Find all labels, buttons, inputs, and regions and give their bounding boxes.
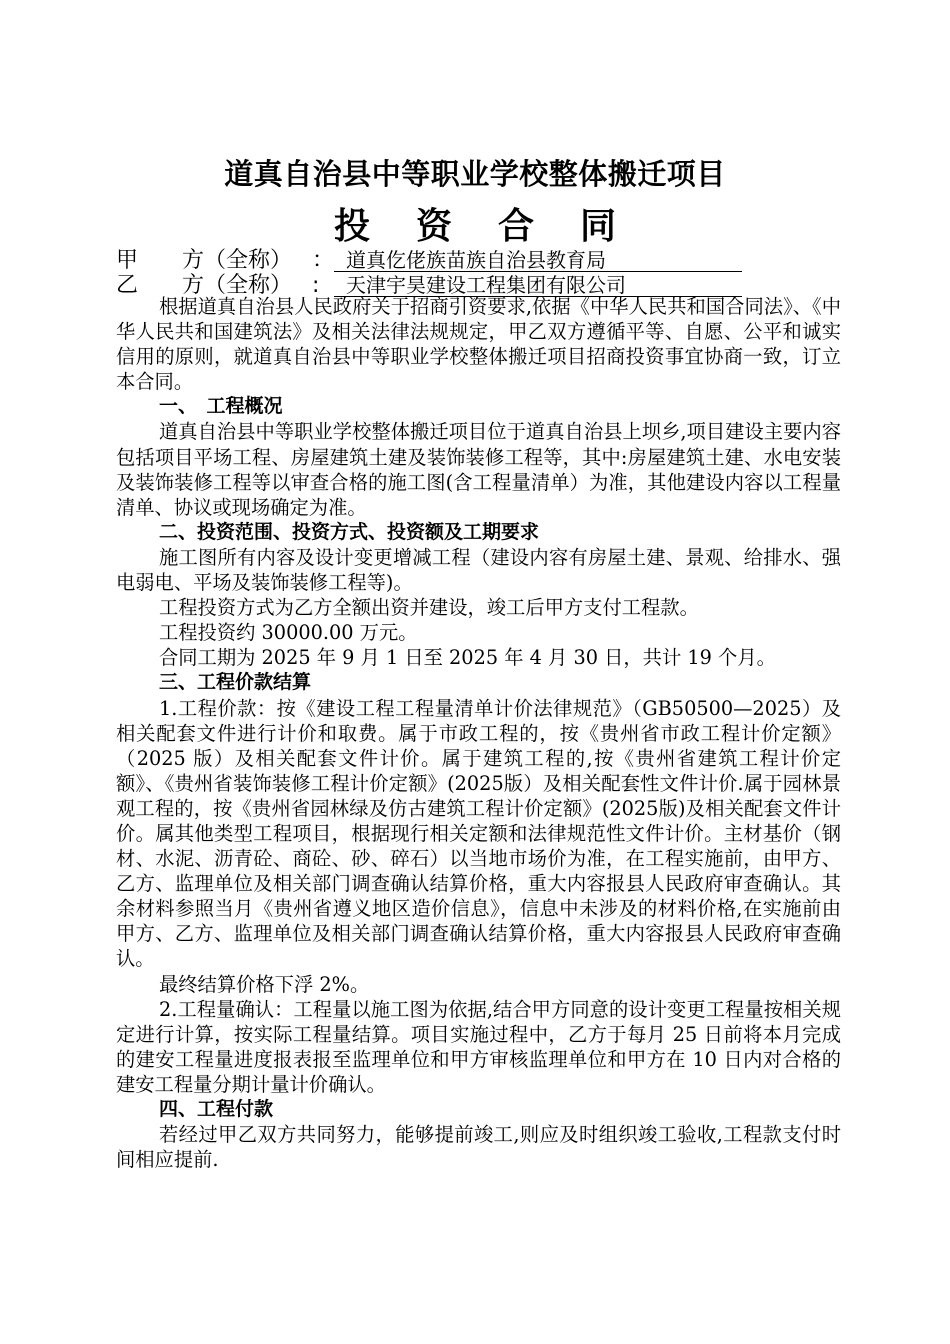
party-b-name: 天津宇昊建设工程集团有限公司 [334,274,742,297]
section-1-heading: 一、 工程概况 [159,395,283,418]
section-3-paragraph-3: 2.工程量确认：工程量以施工图为依据,结合甲方同意的设计变更工程量按相关规定进行计算，按实际工程量结算。项目实施过程中，乙方于每月 25 日前将本月完成的建安工程量进度报表报至监理单位和甲方审核监理单位和甲方在 10 日内对合格的建安工程量分期计量计价确认。 [116,997,841,1096]
section-2-paragraph-1: 施工图所有内容及设计变更增减工程（建设内容有房屋土建、景观、给排水、强电弱电、平场及装饰装修工程等)。 [116,545,841,595]
section-2-paragraph-3: 工程投资约 30000.00 万元。 [159,621,418,645]
contract-body [116,294,841,1172]
party-a-label: 甲 方（全称） [116,248,293,273]
section-2-paragraph-2: 工程投资方式为乙方全额出资并建设，竣工后甲方支付工程款。 [159,596,699,620]
section-3-paragraph-1: 1.工程价款：按《建设工程工程量清单计价法律规范》（GB50500—2025）及相关配套文件进行计价和取费。属于市政工程的，按《贵州省市政工程计价定额》（2025 版）及相关配套文件计价。属于建筑工程的,按《贵州省建筑工程计价定额》、《贵州省装饰装修工程计价定额》(2025版）及相关配套性文件计价.属于园林景观工程的，按《贵州省园林绿及仿古建筑工程计价定额》(2025版)及相关配套文件计价。属其他类型工程项目，根据现行相关定额和法律规范性文件计价。主材基价（钢材、水泥、沥青砼、商砼、砂、碎石）以当地市场价为准，在工程实施前，由甲方、乙方、监理单位及相关部门调查确认结算价格，重大内容报县人民政府审查确认。其余材料参照当月《贵州省遵义地区造价信息》，信息中未涉及的材料价格,在实施前由甲方、乙方、监理单位及相关部门调查确认结算价格，重大内容报县人民政府审查确认。 [116,696,841,971]
party-a-colon: ： [312,248,335,273]
intro-paragraph: 根据道真自治县人民政府关于招商引资要求,依据《中华人民共和国合同法》、《中华人民共和国建筑法》及相关法律法规规定，甲乙双方遵循平等、自愿、公平和诚实信用的原则，就道真自治县中等职业学校整体搬迁项目招商投资事宜协商一致，订立本合同。 [116,295,841,394]
document-title: 道真自治县中等职业学校整体搬迁项目 [224,157,726,191]
party-a-line [116,243,742,271]
party-b-line [116,268,742,296]
section-1-paragraph: 道真自治县中等职业学校整体搬迁项目位于道真自治县上坝乡,项目建设主要内容包括项目平场工程、房屋建筑土建及装饰装修工程等，其中:房屋建筑土建、水电安装及装饰装修工程等以审查合格的施工图(含工程量清单）为准，其他建设内容以工程量清单、协议或现场确定为准。 [116,420,841,519]
document-subtitle: 投资合同 [333,206,662,247]
section-4-paragraph: 若经过甲乙双方共同努力，能够提前竣工,则应及时组织竣工验收,工程款支付时间相应提前. [116,1123,841,1172]
section-4-heading: 四、工程付款 [159,1098,274,1120]
section-2-paragraph-4: 合同工期为 2025 年 9 月 1 日至 2025 年 4 月 30 日，共计 19 个月。 [159,646,776,670]
section-3-paragraph-2: 最终结算价格下浮 2%。 [159,972,370,996]
party-b-label: 乙 方（全称） [116,273,293,298]
section-3-heading: 三、工程价款结算 [159,671,312,694]
party-b-colon: : [312,273,320,298]
party-a-name: 道真仡佬族苗族自治县教育局 [334,249,742,272]
section-2-heading: 二、投资范围、投资方式、投资额及工期要求 [159,520,540,543]
